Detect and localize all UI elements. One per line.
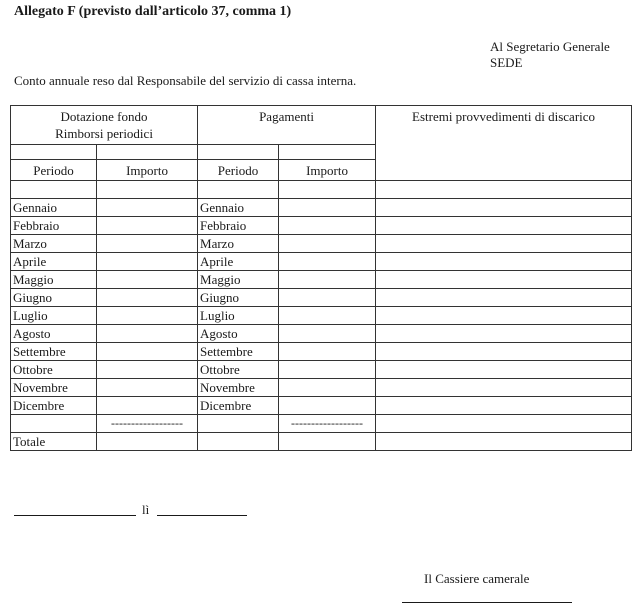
month-cell: Maggio: [11, 271, 97, 289]
amount-cell: [97, 289, 198, 307]
header-payments: Pagamenti: [198, 106, 376, 145]
subtotal-dashes: ------------------: [97, 415, 198, 433]
header-fund-line-1: Dotazione fondo: [60, 109, 148, 124]
month-cell: Aprile: [11, 253, 97, 271]
month-cell: Giugno: [11, 289, 97, 307]
date-line: [157, 515, 247, 516]
discharge-cell: [376, 379, 632, 397]
amount-cell: [279, 253, 376, 271]
col-header-importo: Importo: [279, 160, 376, 181]
table-row: [11, 289, 632, 307]
amount-cell: [97, 271, 198, 289]
table-row: [11, 379, 632, 397]
table-row: [11, 361, 632, 379]
discharge-cell: [376, 343, 632, 361]
place-line: [14, 515, 136, 516]
month-cell: Gennaio: [198, 199, 279, 217]
table-header-row-groups: [11, 106, 632, 145]
amount-cell: [97, 379, 198, 397]
table-blank-row: [11, 181, 632, 199]
amount-cell: [97, 235, 198, 253]
table-total-row: [11, 433, 632, 451]
intro-text: Conto annuale reso dal Responsabile del servizio di cassa interna.: [14, 73, 357, 88]
header-fund: [11, 106, 198, 145]
total-label: Totale: [11, 433, 97, 451]
amount-cell: [97, 253, 198, 271]
amount-cell: [279, 325, 376, 343]
total-amount-cell: [279, 433, 376, 451]
table-cell: [198, 181, 279, 199]
discharge-cell: [376, 361, 632, 379]
month-cell: Ottobre: [11, 361, 97, 379]
table-cell: [376, 181, 632, 199]
amount-cell: [97, 397, 198, 415]
table-cell: [97, 181, 198, 199]
amount-cell: [97, 217, 198, 235]
table-row: [11, 397, 632, 415]
amount-cell: [279, 235, 376, 253]
table-cell: [198, 415, 279, 433]
table-row: [11, 199, 632, 217]
month-cell: Ottobre: [198, 361, 279, 379]
amount-cell: [97, 325, 198, 343]
month-cell: Dicembre: [198, 397, 279, 415]
table-row: [11, 235, 632, 253]
month-cell: Aprile: [198, 253, 279, 271]
table-cell: [376, 433, 632, 451]
month-cell: Luglio: [11, 307, 97, 325]
recipient-block: [490, 39, 610, 71]
table-row: [11, 325, 632, 343]
month-cell: Febbraio: [198, 217, 279, 235]
table-row: [11, 217, 632, 235]
table-cell: [279, 181, 376, 199]
discharge-cell: [376, 253, 632, 271]
month-cell: Febbraio: [11, 217, 97, 235]
month-cell: Agosto: [198, 325, 279, 343]
amount-cell: [97, 361, 198, 379]
month-cell: Gennaio: [11, 199, 97, 217]
amount-cell: [279, 307, 376, 325]
col-header-periodo: Periodo: [198, 160, 279, 181]
amount-cell: [279, 289, 376, 307]
account-table: [10, 105, 632, 451]
discharge-cell: [376, 217, 632, 235]
amount-cell: [279, 343, 376, 361]
header-discharge: Estremi provvedimenti di discarico: [376, 106, 632, 181]
amount-cell: [279, 271, 376, 289]
recipient-line-2: SEDE: [490, 55, 523, 70]
month-cell: Agosto: [11, 325, 97, 343]
amount-cell: [279, 379, 376, 397]
discharge-cell: [376, 307, 632, 325]
subtotal-dashes: ------------------: [279, 415, 376, 433]
table-row: [11, 253, 632, 271]
table-cell: [11, 415, 97, 433]
discharge-cell: [376, 199, 632, 217]
table-row: [11, 307, 632, 325]
col-header-importo: Importo: [97, 160, 198, 181]
place-date-separator: lì: [142, 502, 150, 517]
discharge-cell: [376, 325, 632, 343]
header-spacer-cell: [97, 145, 198, 160]
month-cell: Giugno: [198, 289, 279, 307]
month-cell: Marzo: [11, 235, 97, 253]
month-cell: Novembre: [198, 379, 279, 397]
month-cell: Maggio: [198, 271, 279, 289]
total-amount-cell: [97, 433, 198, 451]
month-cell: Luglio: [198, 307, 279, 325]
header-fund-line-2: Rimborsi periodici: [55, 126, 153, 141]
table-row: [11, 271, 632, 289]
amount-cell: [279, 217, 376, 235]
amount-cell: [97, 307, 198, 325]
amount-cell: [97, 199, 198, 217]
table-cell: [11, 181, 97, 199]
amount-cell: [97, 343, 198, 361]
document-title: Allegato F (previsto dall’articolo 37, comma 1): [14, 4, 292, 19]
month-cell: Novembre: [11, 379, 97, 397]
cashier-label: Il Cassiere camerale: [424, 571, 530, 586]
month-cell: Dicembre: [11, 397, 97, 415]
table-row: [11, 343, 632, 361]
col-header-periodo: Periodo: [11, 160, 97, 181]
amount-cell: [279, 199, 376, 217]
month-cell: Settembre: [11, 343, 97, 361]
discharge-cell: [376, 397, 632, 415]
discharge-cell: [376, 271, 632, 289]
table-cell: [376, 415, 632, 433]
discharge-cell: [376, 235, 632, 253]
recipient-line-1: Al Segretario Generale: [490, 39, 610, 54]
cashier-signature-line: [402, 602, 572, 603]
header-spacer-cell: [198, 145, 279, 160]
table-subtotal-row: [11, 415, 632, 433]
month-cell: Settembre: [198, 343, 279, 361]
amount-cell: [279, 397, 376, 415]
discharge-cell: [376, 289, 632, 307]
header-spacer-cell: [279, 145, 376, 160]
header-spacer-cell: [11, 145, 97, 160]
month-cell: Marzo: [198, 235, 279, 253]
table-cell: [198, 433, 279, 451]
amount-cell: [279, 361, 376, 379]
